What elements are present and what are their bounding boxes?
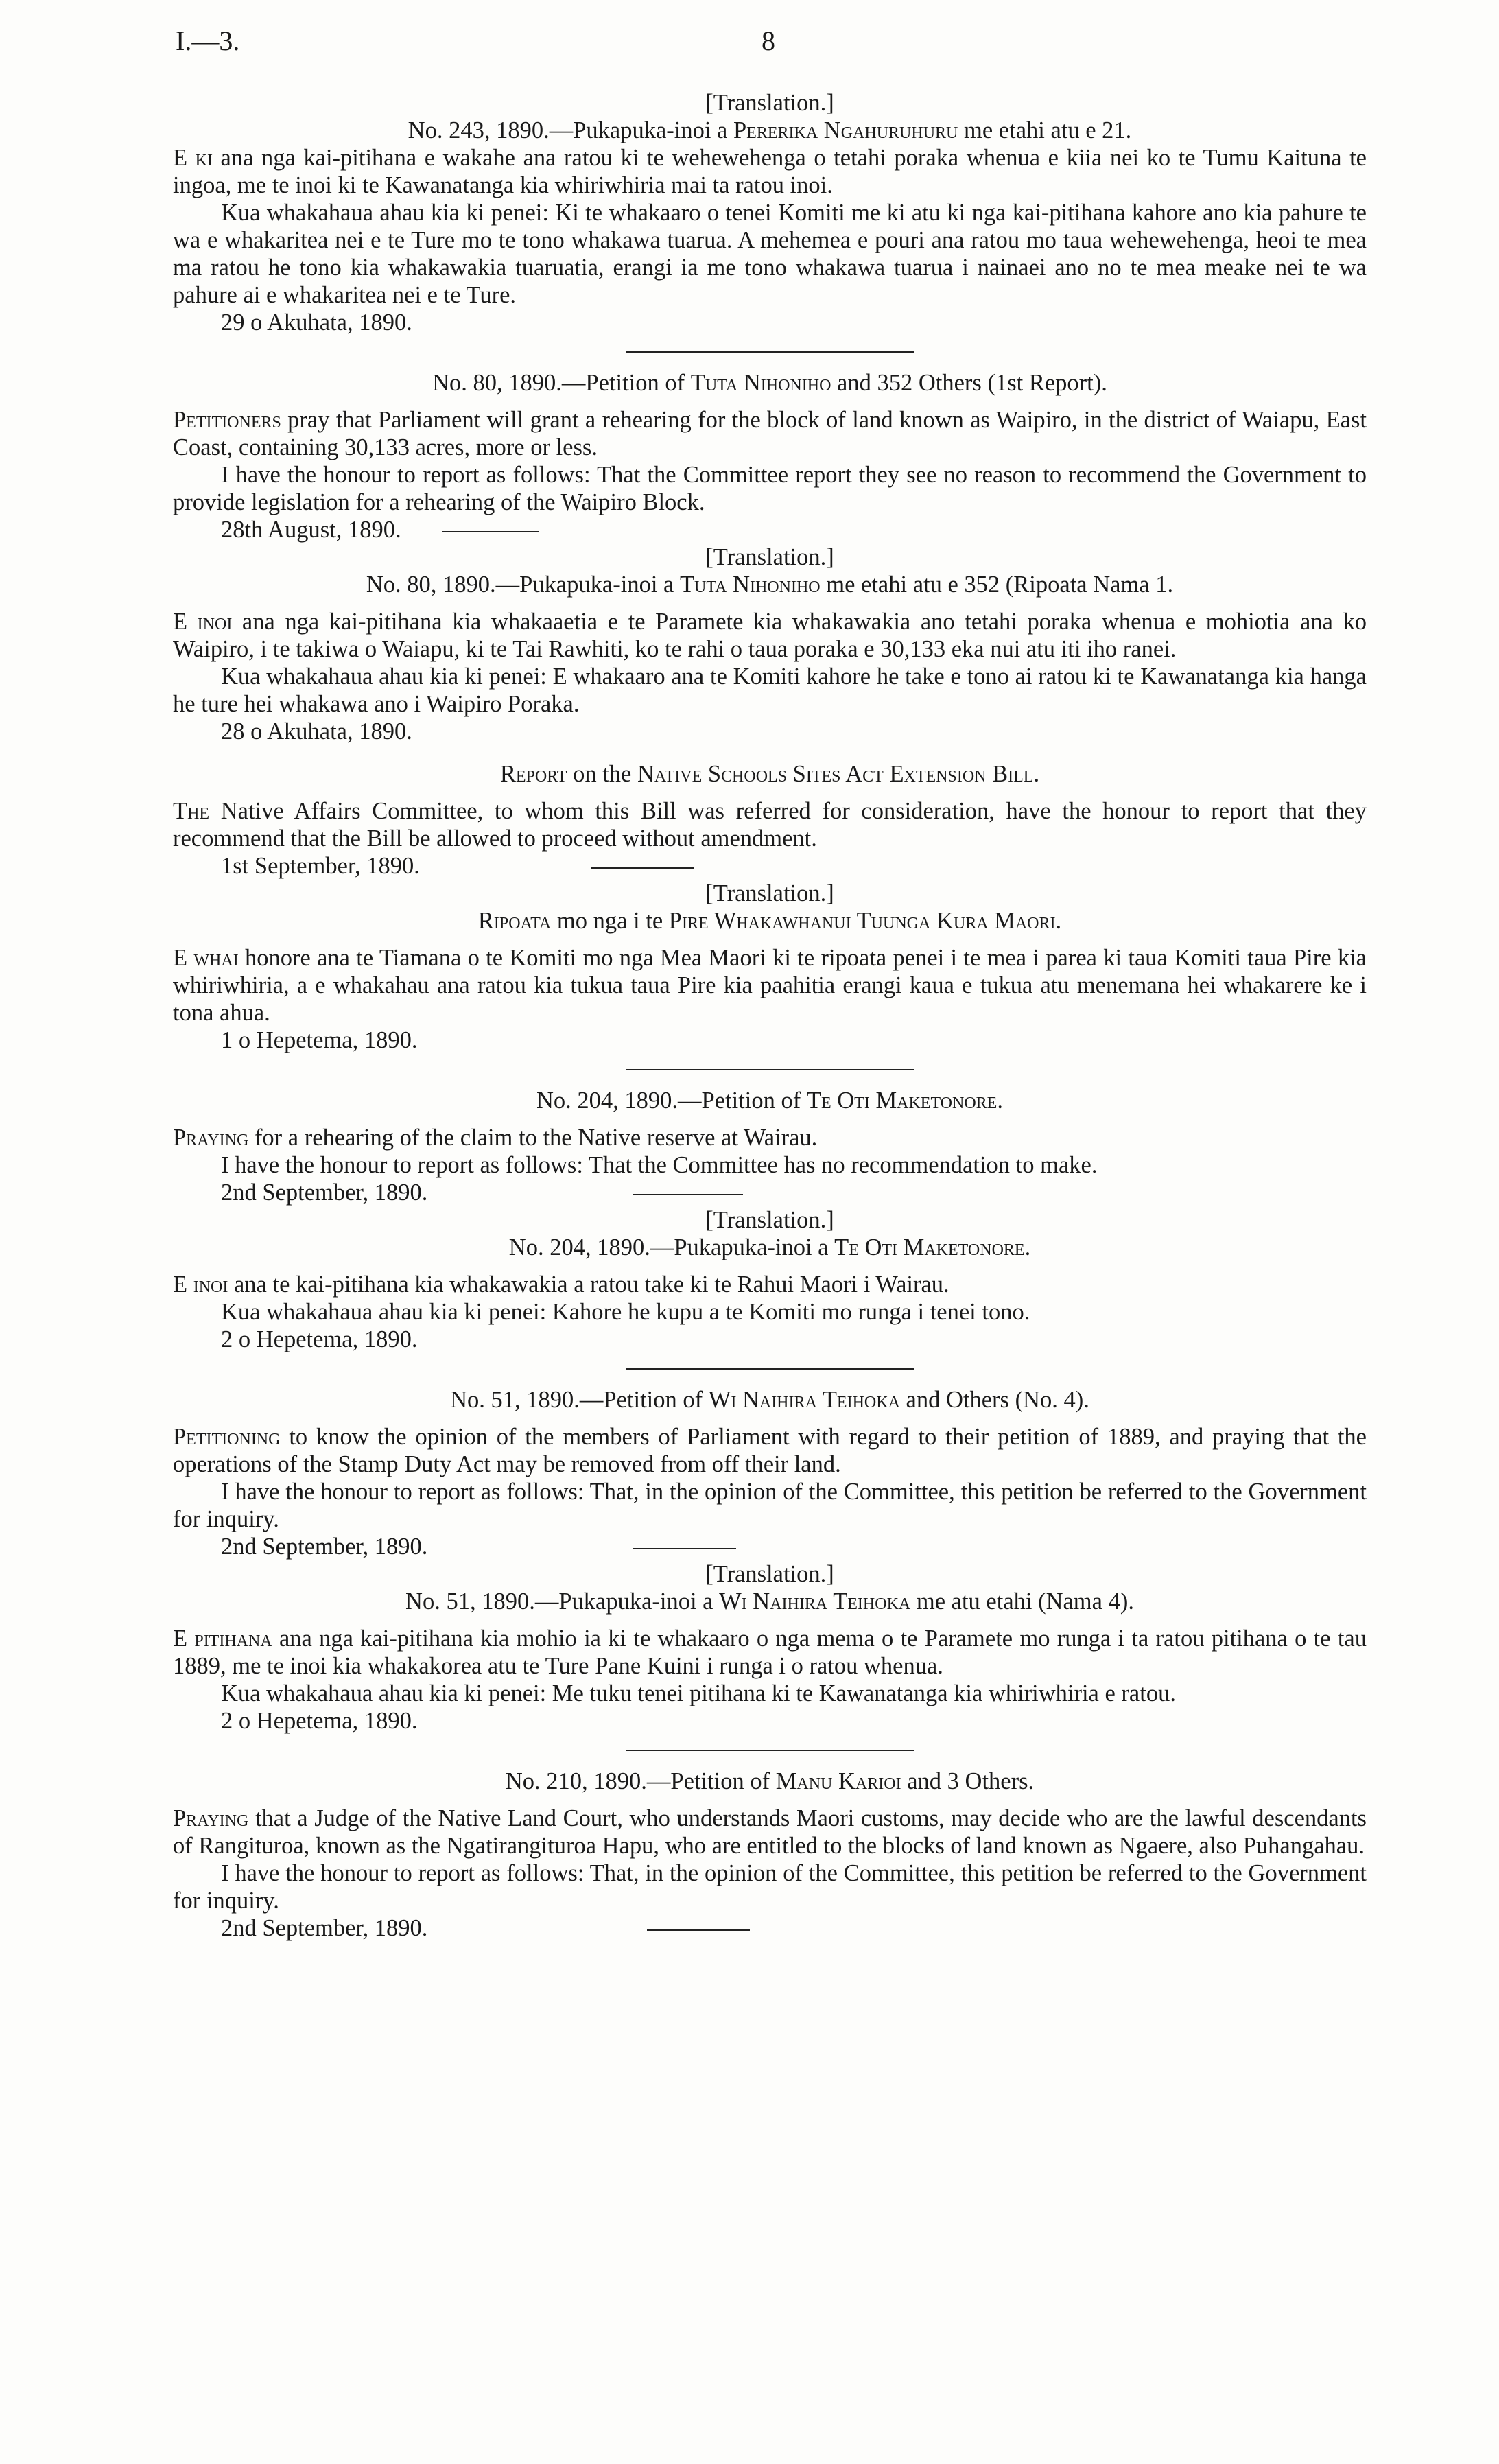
- short-rule: [633, 1548, 736, 1549]
- date-line: 2 o Hepetema, 1890.: [221, 1708, 418, 1734]
- translation-label: [Translation.]: [705, 1207, 834, 1233]
- section-title: No. 204, 1890.—Petition of Te Oti Maketonore.: [536, 1088, 1003, 1114]
- translation-label: [Translation.]: [705, 880, 834, 906]
- paragraph: Kua whakahaua ahau kia ki penei: Me tuku tenei pitihana ki te Kawanatanga kia whiriwhiria e ratou.: [221, 1680, 1176, 1706]
- short-rule: [647, 1929, 750, 1931]
- date-line: 2nd September, 1890.: [221, 1179, 1367, 1206]
- paragraph: I have the honour to report as follows: That the Committee report they see no reason to recommend the Government to provide legislation for a rehearing of the Waipiro Block.: [173, 462, 1367, 515]
- date-line: 2nd September, 1890.: [221, 1914, 1367, 1942]
- paragraph: I have the honour to report as follows: That the Committee has no recommendation to make.: [221, 1152, 1098, 1178]
- short-rule: [591, 867, 694, 869]
- short-rule: [442, 531, 539, 532]
- paragraph: E ki ana nga kai-pitihana e wakahe ana ratou ki te wehewehenga o tetahi poraka whenua e kiia nei ko te Tumu Kaituna te ingoa, me te inoi ki te Kawanatanga kia whiriwhiria mai ta ratou inoi.: [173, 145, 1367, 198]
- section-title: No. 51, 1890.—Petition of Wi Naihira Teihoka and Others (No. 4).: [450, 1387, 1089, 1413]
- date-line: 1 o Hepetema, 1890.: [221, 1027, 418, 1053]
- translation-label: [Translation.]: [705, 544, 834, 570]
- section-title: No. 204, 1890.—Pukapuka-inoi a Te Oti Maketonore.: [508, 1234, 1031, 1260]
- paragraph: The Native Affairs Committee, to whom this Bill was referred for consideration, have the honour to report that they recommend that the Bill be allowed to proceed without amendment.: [173, 798, 1367, 852]
- section-title: Report on the Native Schools Sites Act Extension Bill.: [499, 761, 1040, 787]
- section-title: No. 210, 1890.—Petition of Manu Karioi and 3 Others.: [505, 1768, 1035, 1794]
- section-divider: [626, 1368, 914, 1370]
- date-line: 28 o Akuhata, 1890.: [221, 718, 412, 744]
- date-line: 29 o Akuhata, 1890.: [221, 309, 412, 336]
- short-rule: [633, 1194, 743, 1195]
- paragraph: I have the honour to report as follows: That, in the opinion of the Committee, this petition be referred to the Government for inquiry.: [173, 1479, 1367, 1532]
- paragraph: E inoi ana nga kai-pitihana kia whakaaetia e te Paramete kia whakawakia ano tetahi poraka whenua e mohiotia ana ko Waipiro, i te takiwa o Waiapu, ki te Tai Rawhiti, ko te rahi o taua poraka e 30,133 eka nui atu iti iho ranei.: [173, 609, 1367, 662]
- paragraph: Petitioners pray that Parliament will grant a rehearing for the block of land known as Waipiro, in the district of Waiapu, East Coast, containing 30,133 acres, more or less.: [173, 407, 1367, 460]
- date-line: 2 o Hepetema, 1890.: [221, 1326, 418, 1352]
- paragraph: Petitioning to know the opinion of the members of Parliament with regard to their petition of 1889, and praying that the operations of the Stamp Duty Act may be removed from off their land.: [173, 1424, 1367, 1477]
- section-title: Ripoata mo nga i te Pire Whakawhanui Tuunga Kura Maori.: [477, 908, 1062, 934]
- paragraph: Kua whakahaua ahau kia ki penei: E whakaaro ana te Komiti kahore he take e tono ai ratou ki te Kawanatanga kia hanga he ture hei whakawa ano i Waipiro Poraka.: [173, 664, 1367, 717]
- section-title: No. 80, 1890.—Pukapuka-inoi a Tuta Nihoniho me etahi atu e 352 (Ripoata Nama 1.: [366, 572, 1174, 598]
- section-title: No. 80, 1890.—Petition of Tuta Nihoniho and 352 Others (1st Report).: [432, 370, 1107, 396]
- section-divider: [626, 1750, 914, 1751]
- paragraph: E whai honore ana te Tiamana o te Komiti mo nga Mea Maori ki te ripoata penei i te mea i parea ki taua Komiti taua Pire kia whiriwhiria, a e whakahau ana ratou kia tukua taua Pire kia paahitia erangi kaua e tukua atu menemana hei whakarere ke i tona ahua.: [173, 945, 1367, 1026]
- paragraph: I have the honour to report as follows: That, in the opinion of the Committee, this petition be referred to the Government for inquiry.: [173, 1860, 1367, 1914]
- page-number: 8: [762, 25, 775, 56]
- section-divider: [626, 351, 914, 353]
- paragraph: E pitihana ana nga kai-pitihana kia mohio ia ki te whakaaro o nga mema o te Paramete mo runga i ta ratou pitihana o te tau 1889, me te inoi kia whakakorea atu te Ture Pane Kuini i runga i o ratou whenua.: [173, 1626, 1367, 1679]
- translation-label: [Translation.]: [705, 1561, 834, 1587]
- paragraph: Kua whakahaua ahau kia ki penei: Ki te whakaaro o tenei Komiti me ki atu ki nga kai-pitihana kahore ano kia pahure te wa e whakaritea nei e te Ture mo te tono whakawa tuarua. A mehemea e pouri ana ratou mo taua wehewehenga, heoi te mea ma ratou he tono kia whakawakia tuaruatia, erangi ia me tono whakawa tuarua i nainaei ano no te mea meake nei te wa pahure ai e whakaritea nei e te Ture.: [173, 200, 1367, 308]
- document-body: [173, 89, 1367, 1942]
- date-line: 28th August, 1890.: [221, 516, 1367, 543]
- date-line: 1st September, 1890.: [221, 852, 1367, 880]
- paragraph: Kua whakahaua ahau kia ki penei: Kahore he kupu a te Komiti mo runga i tenei tono.: [221, 1299, 1030, 1325]
- page-reference: I.—3.: [176, 25, 240, 56]
- translation-label: [Translation.]: [705, 90, 834, 116]
- paragraph: Praying for a rehearing of the claim to the Native reserve at Wairau.: [173, 1125, 818, 1151]
- section-title: No. 243, 1890.—Pukapuka-inoi a Pererika Ngahuruhuru me etahi atu e 21.: [408, 117, 1132, 143]
- date-line: 2nd September, 1890.: [221, 1533, 1367, 1560]
- paragraph: E inoi ana te kai-pitihana kia whakawakia a ratou take ki te Rahui Maori i Wairau.: [173, 1271, 949, 1298]
- section-title: No. 51, 1890.—Pukapuka-inoi a Wi Naihira Teihoka me atu etahi (Nama 4).: [405, 1588, 1134, 1615]
- paragraph: Praying that a Judge of the Native Land Court, who understands Maori customs, may decide who are the lawful descendants of Rangituroa, known as the Ngatirangituroa Hapu, who are entitled to the blocks of land known as Ngaere, also Puhangahau.: [173, 1805, 1367, 1859]
- section-divider: [626, 1069, 914, 1070]
